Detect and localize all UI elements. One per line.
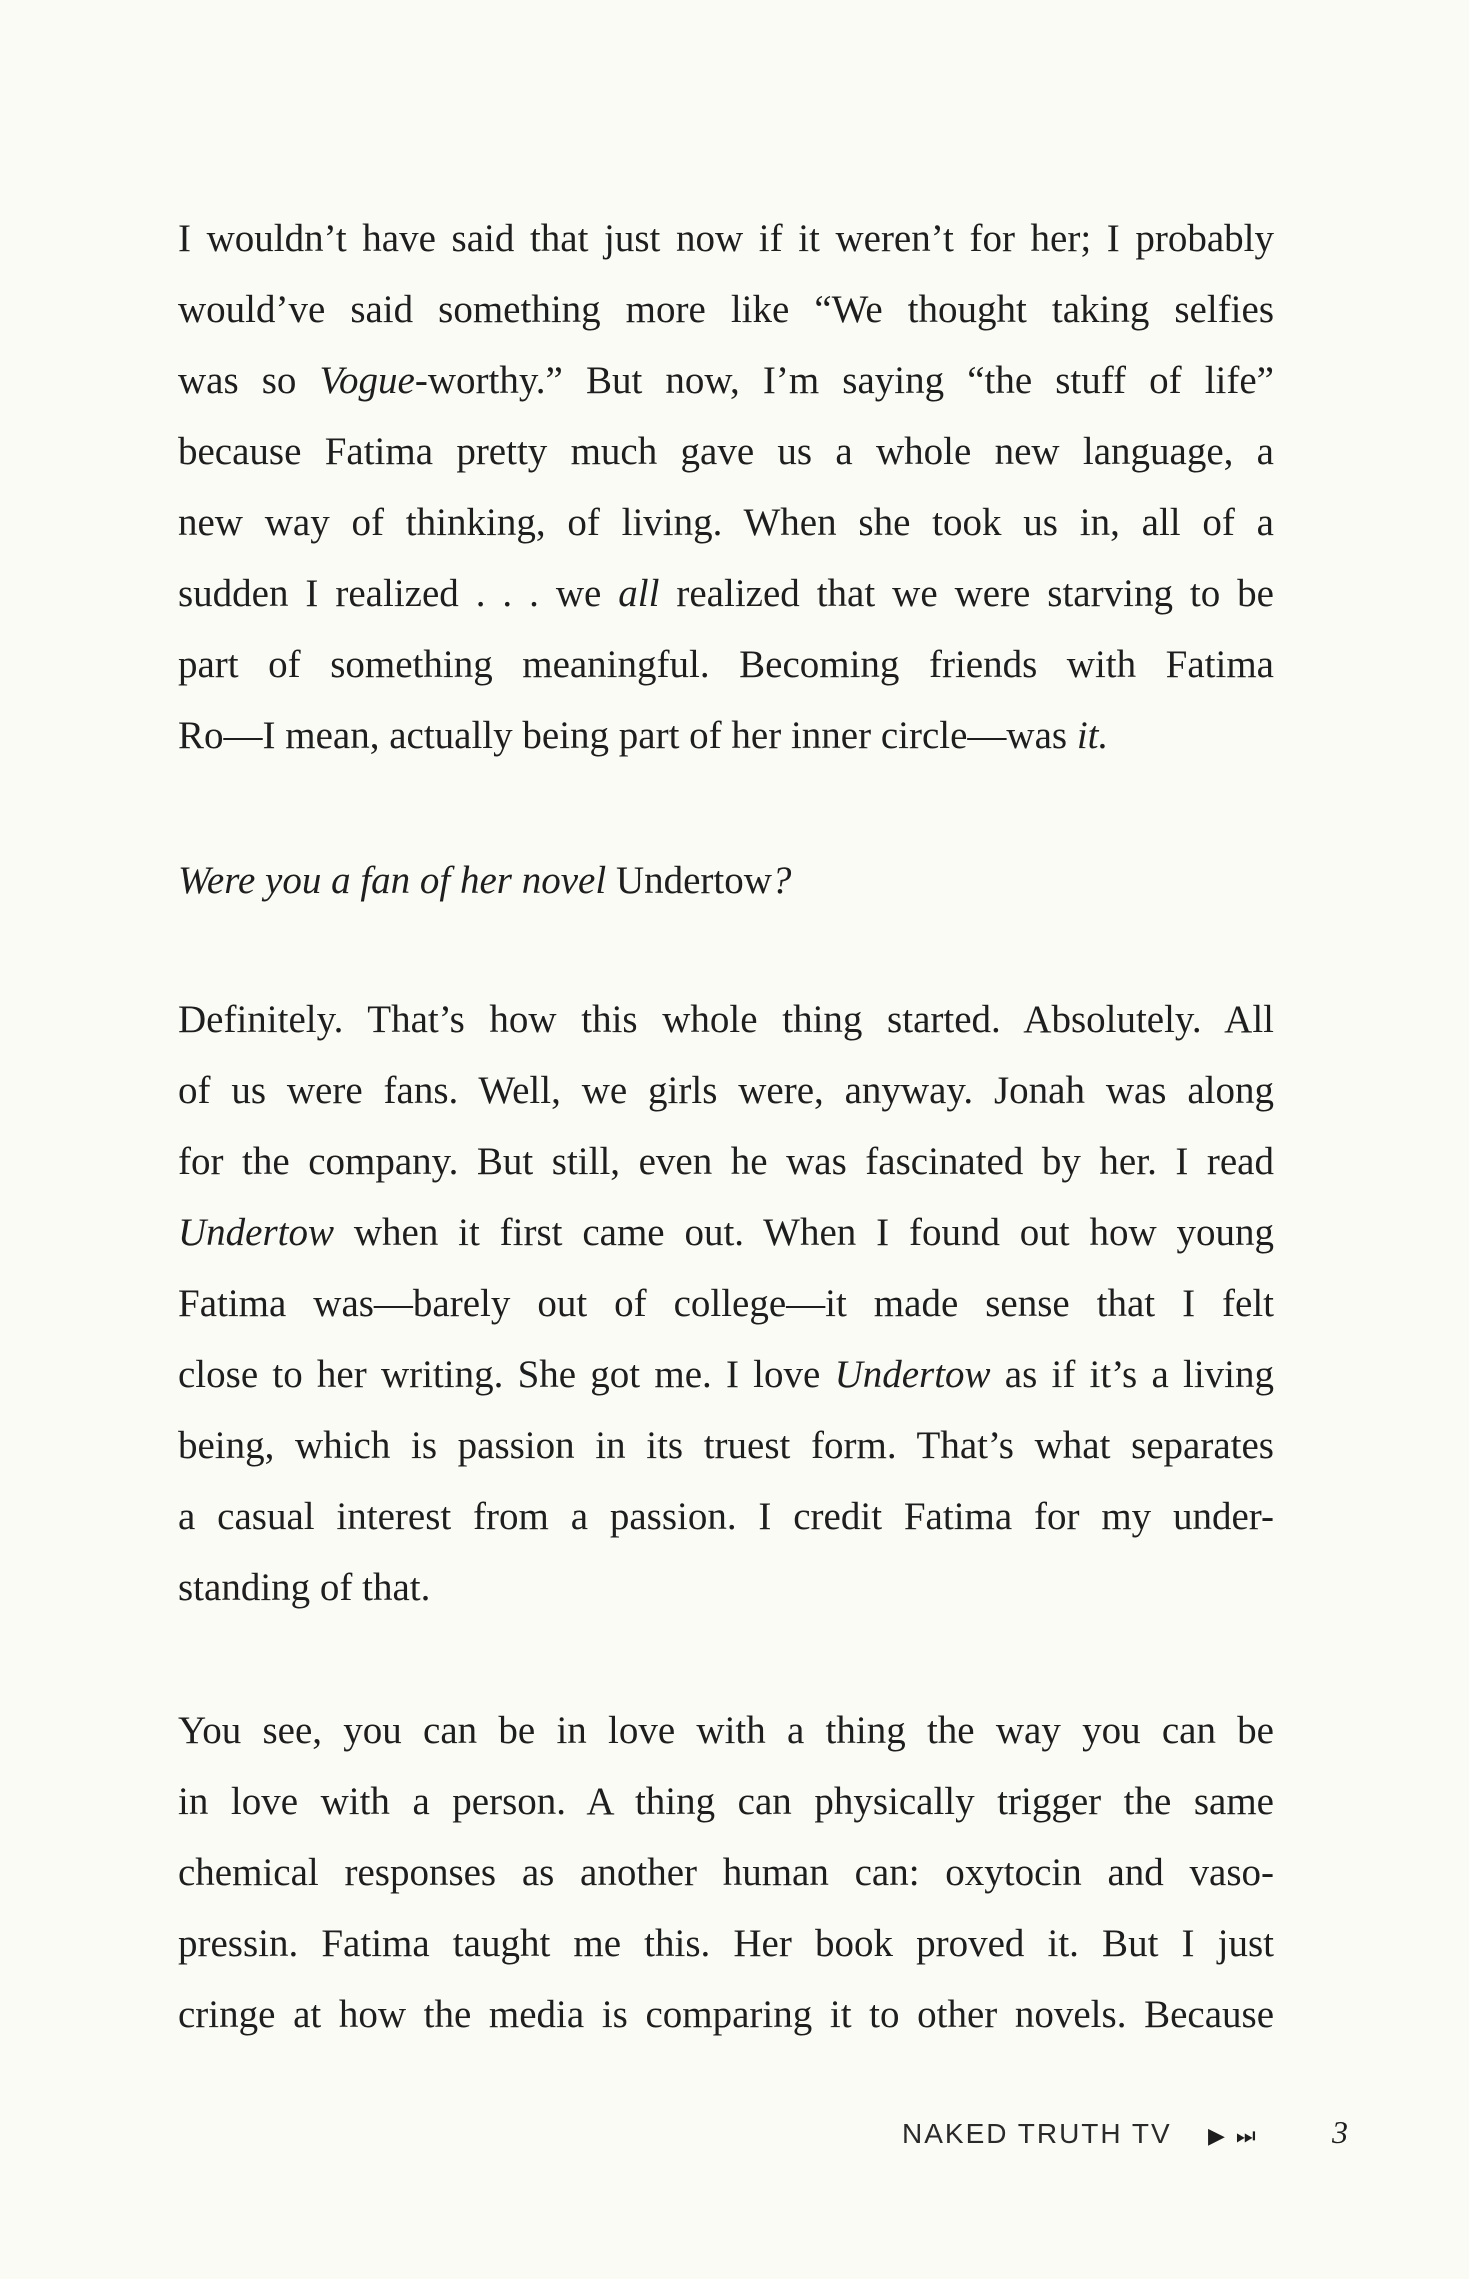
text-line	[178, 856, 1274, 906]
text-run: pressin. Fatima taught me this. Her book proved it. But I just	[178, 1922, 1274, 1965]
play-skip-icon: ▶ ⏭	[1208, 2124, 1258, 2149]
italic-text: Undertow	[178, 1211, 334, 1254]
text-line	[178, 1421, 1274, 1471]
text-line	[178, 1777, 1274, 1827]
text-run: cringe at how the media is comparing it to other novels. Because	[178, 1993, 1274, 2036]
text-line	[178, 285, 1274, 335]
text-run: chemical responses as another human can: oxytocin and vaso-	[178, 1851, 1274, 1894]
text-run: new way of thinking, of living. When she took us in, all of a	[178, 501, 1274, 544]
text-run: sudden I realized . . . we	[178, 572, 619, 615]
paragraph-1	[178, 214, 1274, 774]
interview-question	[178, 856, 1274, 916]
italic-text: Were you a fan of her novel	[178, 859, 616, 902]
text-run: Fatima was—barely out of college—it made sense that I felt	[178, 1282, 1274, 1325]
text-line	[178, 1350, 1274, 1400]
text-run: because Fatima pretty much gave us a whole new language, a	[178, 430, 1274, 473]
text-line	[178, 214, 1274, 264]
text-line	[178, 1919, 1274, 1969]
text-run: -worthy.” But now, I’m saying “the stuff of life”	[414, 359, 1274, 402]
text-run: part of something meaningful. Becoming friends with Fatima	[178, 643, 1274, 686]
italic-text: it.	[1076, 714, 1109, 757]
text-run: Definitely. That’s how this whole thing started. Absolutely. All	[178, 998, 1274, 1041]
text-run: realized that we were starving to be	[659, 572, 1274, 615]
text-run: of us were fans. Well, we girls were, anyway. Jonah was along	[178, 1069, 1274, 1112]
text-line	[178, 427, 1274, 477]
text-line	[178, 995, 1274, 1045]
text-run: would’ve said something more like “We thought taking selfies	[178, 288, 1274, 331]
text-run: close to her writing. She got me. I love	[178, 1353, 835, 1396]
text-line	[178, 569, 1274, 619]
text-run: Ro—I mean, actually being part of her inner circle—was	[178, 714, 1077, 757]
text-line	[178, 1563, 1274, 1613]
text-line	[178, 498, 1274, 548]
text-line	[178, 1279, 1274, 1329]
text-line	[178, 356, 1274, 406]
text-run: being, which is passion in its truest form. That’s what separates	[178, 1424, 1274, 1467]
text-line	[178, 1848, 1274, 1898]
text-run: was so	[178, 359, 320, 402]
text-line	[178, 1990, 1274, 2040]
page-number: 3	[1332, 2114, 1348, 2150]
italic-text: ?	[771, 859, 792, 902]
text-run: You see, you can be in love with a thing the way you can be	[178, 1709, 1274, 1752]
text-line	[178, 1208, 1274, 1258]
text-line	[178, 1706, 1274, 1756]
text-line	[178, 711, 1274, 761]
paragraph-3	[178, 1706, 1274, 2056]
text-run: in love with a person. A thing can physically trigger the same	[178, 1780, 1274, 1823]
italic-text: Undertow	[834, 1353, 991, 1396]
paragraph-2	[178, 995, 1274, 1625]
italic-text: all	[618, 572, 660, 615]
italic-text: Vogue	[319, 359, 415, 402]
text-line	[178, 1492, 1274, 1542]
running-head: NAKED TRUTH TV	[902, 2118, 1172, 2149]
text-run: a casual interest from a passion. I credit Fatima for my under-	[178, 1495, 1274, 1538]
text-line	[178, 1137, 1274, 1187]
text-run: I wouldn’t have said that just now if it weren’t for her; I probably	[178, 217, 1274, 260]
text-run: for the company. But still, even he was fascinated by her. I read	[178, 1140, 1274, 1183]
text-run: standing of that.	[178, 1566, 431, 1609]
text-line	[178, 1066, 1274, 1116]
text-run: Undertow	[615, 859, 772, 902]
text-run: as if it’s a living	[990, 1353, 1274, 1396]
text-run: when it first came out. When I found out how young	[334, 1211, 1274, 1254]
text-line	[178, 640, 1274, 690]
